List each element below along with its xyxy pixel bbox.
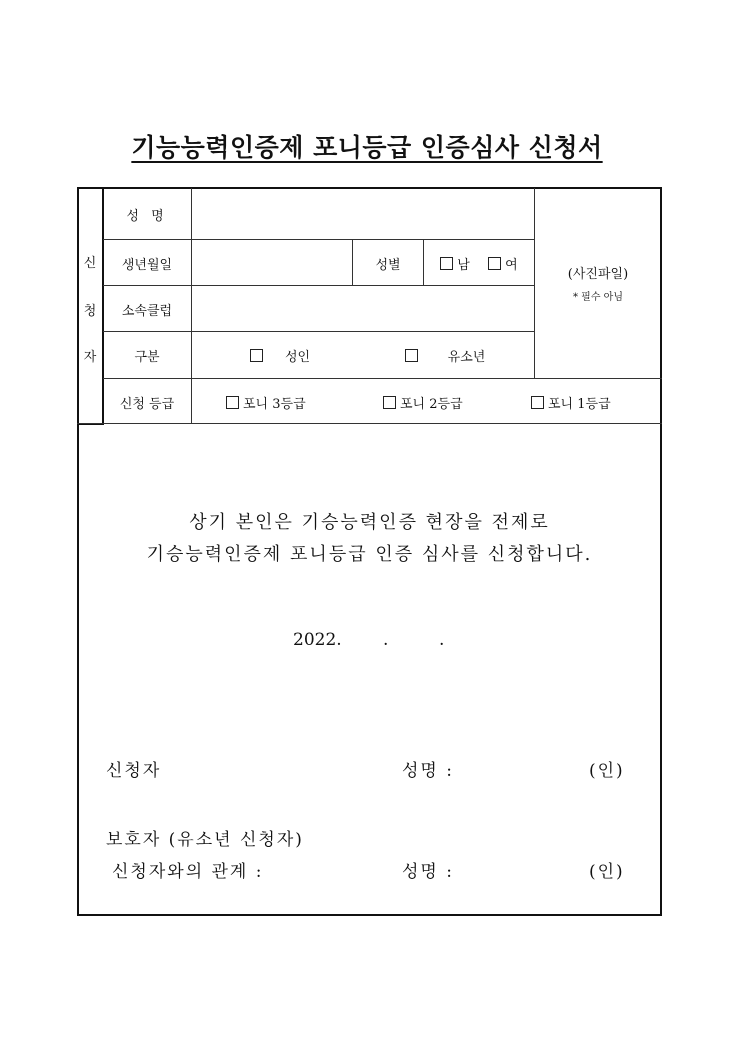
birth-label: 생년월일 (121, 258, 173, 273)
grade-3-checkbox[interactable]: 포니 3등급 (226, 393, 336, 412)
gender-options (424, 254, 534, 273)
guardian-label: 보호자 (유소년 신청자) (106, 830, 304, 850)
photo-area[interactable] (535, 189, 661, 378)
gender-male-checkbox[interactable]: 남 (440, 258, 470, 273)
relation-label: 신청자와의 관계 : (112, 862, 264, 882)
grade-2-checkbox[interactable]: 포니 2등급 (383, 393, 493, 412)
birth-field[interactable] (192, 240, 352, 285)
checkbox-icon (405, 349, 418, 362)
checkbox-icon (488, 257, 501, 270)
category-youth-checkbox[interactable]: 유소년 (395, 346, 495, 365)
checkbox-icon (250, 349, 263, 362)
date-year: 2022. (293, 630, 342, 650)
club-field[interactable] (192, 286, 534, 331)
date-day-separator: . (439, 630, 445, 650)
gender-label: 성별 (375, 258, 401, 273)
checkbox-icon (531, 396, 544, 409)
guardian-name-label: 성명 : (402, 862, 454, 882)
guardian-seal: (인) (589, 862, 625, 882)
name-label: 성 명 (126, 209, 168, 224)
category-adult-checkbox[interactable]: 성인 (240, 346, 320, 365)
name-field[interactable] (192, 189, 534, 239)
photo-note: * 필수 아님 (573, 292, 623, 303)
gender-female-checkbox[interactable]: 여 (488, 258, 518, 273)
date-month-separator: . (383, 630, 389, 650)
side-label-char-2: 청 (83, 304, 97, 319)
applicant-name-label: 성명 : (402, 761, 454, 781)
club-label: 소속클럽 (121, 304, 173, 319)
statement-line-1: 상기 본인은 기승능력인증 현장을 전제로 (189, 512, 550, 533)
applicant-seal: (인) (589, 761, 625, 781)
grade-1-checkbox[interactable]: 포니 1등급 (531, 393, 641, 412)
checkbox-icon (383, 396, 396, 409)
side-label-char-3: 자 (83, 350, 97, 365)
table-bottom-line (77, 423, 662, 424)
side-label-char-1: 신 (83, 256, 97, 271)
statement-line-2: 기승능력인증제 포니등급 인증 심사를 신청합니다. (146, 544, 593, 565)
form-title: 기능능력인증제 포니등급 인증심사 신청서 (131, 133, 603, 162)
grade-label: 신청 등급 (119, 397, 175, 412)
applicant-label: 신청자 (106, 761, 162, 781)
category-label: 구분 (134, 350, 160, 365)
checkbox-icon (226, 396, 239, 409)
checkbox-icon (440, 257, 453, 270)
photo-label: (사진파일) (567, 267, 629, 282)
